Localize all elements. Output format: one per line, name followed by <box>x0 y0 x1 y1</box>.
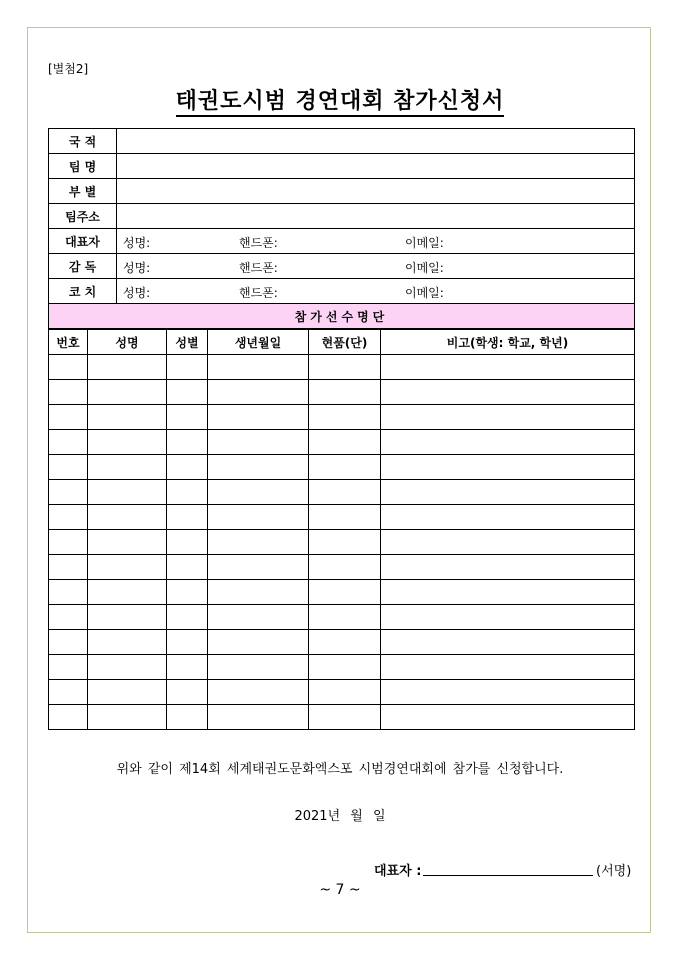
team-address-label: 팀주소 <box>49 204 117 229</box>
table-cell[interactable] <box>381 355 635 380</box>
nationality-field[interactable] <box>117 129 635 154</box>
table-cell[interactable] <box>381 605 635 630</box>
table-cell[interactable] <box>49 630 88 655</box>
table-cell[interactable] <box>49 655 88 680</box>
column-header-remarks: 비고(학생: 학교, 학년) <box>381 330 635 355</box>
table-cell[interactable] <box>49 455 88 480</box>
director-contact-field[interactable] <box>117 254 635 279</box>
table-cell[interactable] <box>381 480 635 505</box>
table-cell[interactable] <box>309 605 381 630</box>
table-cell[interactable] <box>381 680 635 705</box>
nationality-label: 국 적 <box>49 129 117 154</box>
table-cell[interactable] <box>381 655 635 680</box>
table-cell[interactable] <box>208 430 309 455</box>
table-cell[interactable] <box>381 580 635 605</box>
team-name-field[interactable] <box>117 154 635 179</box>
roster-section-header <box>49 304 635 329</box>
table-cell[interactable] <box>88 605 167 630</box>
table-cell[interactable] <box>208 380 309 405</box>
table-cell[interactable] <box>88 405 167 430</box>
table-row <box>49 530 635 555</box>
roster-table <box>48 329 635 730</box>
division-field[interactable] <box>117 179 635 204</box>
table-row <box>49 455 635 480</box>
table-cell[interactable] <box>309 430 381 455</box>
table-cell[interactable] <box>309 380 381 405</box>
table-cell[interactable] <box>208 655 309 680</box>
table-cell[interactable] <box>309 580 381 605</box>
table-cell[interactable] <box>88 555 167 580</box>
table-cell[interactable] <box>208 355 309 380</box>
contact-row-representative <box>49 229 635 254</box>
table-cell[interactable] <box>167 705 208 730</box>
table-cell[interactable] <box>49 580 88 605</box>
table-cell[interactable] <box>167 505 208 530</box>
column-header-rank: 현품(단) <box>309 330 381 355</box>
representative-contact-field[interactable] <box>117 229 635 254</box>
table-row <box>49 405 635 430</box>
table-cell[interactable] <box>309 355 381 380</box>
column-header-birthdate: 생년월일 <box>208 330 309 355</box>
table-cell[interactable] <box>208 680 309 705</box>
email-label: 이메일: <box>405 261 444 275</box>
date-line: 2021년 월 일 <box>294 809 386 824</box>
info-row-team-name <box>49 154 635 179</box>
table-cell[interactable] <box>208 555 309 580</box>
table-cell[interactable] <box>208 705 309 730</box>
director-label: 감 독 <box>49 254 117 279</box>
table-row <box>49 355 635 380</box>
table-cell[interactable] <box>88 530 167 555</box>
name-label: 성명: <box>123 286 151 300</box>
table-cell[interactable] <box>88 355 167 380</box>
table-cell[interactable] <box>167 405 208 430</box>
table-cell[interactable] <box>381 530 635 555</box>
table-cell[interactable] <box>49 605 88 630</box>
table-cell[interactable] <box>167 630 208 655</box>
table-row <box>49 705 635 730</box>
phone-label: 핸드폰: <box>239 286 278 300</box>
table-cell[interactable] <box>309 555 381 580</box>
table-cell[interactable] <box>167 555 208 580</box>
table-row <box>49 655 635 680</box>
roster-section-title: 참가선수명단 <box>49 304 635 329</box>
table-cell[interactable] <box>88 480 167 505</box>
table-cell[interactable] <box>381 455 635 480</box>
table-cell[interactable] <box>309 680 381 705</box>
representative-signature-label: 대표자 : <box>374 864 422 879</box>
table-cell[interactable] <box>309 530 381 555</box>
table-cell[interactable] <box>309 405 381 430</box>
table-cell[interactable] <box>49 480 88 505</box>
table-cell[interactable] <box>381 705 635 730</box>
info-table <box>48 128 635 329</box>
table-cell[interactable] <box>309 630 381 655</box>
table-cell[interactable] <box>309 480 381 505</box>
table-row <box>49 605 635 630</box>
table-cell[interactable] <box>167 530 208 555</box>
table-cell[interactable] <box>49 430 88 455</box>
table-cell[interactable] <box>49 505 88 530</box>
table-row <box>49 555 635 580</box>
table-cell[interactable] <box>88 430 167 455</box>
table-cell[interactable] <box>381 380 635 405</box>
table-cell[interactable] <box>49 355 88 380</box>
column-header-number: 번호 <box>49 330 88 355</box>
table-cell[interactable] <box>309 455 381 480</box>
declaration-text: 위와 같이 제14회 세계태권도문화엑스포 시범경연대회에 참가를 신청합니다. <box>116 762 564 777</box>
table-cell[interactable] <box>167 380 208 405</box>
coach-contact-field[interactable] <box>117 279 635 304</box>
column-header-gender: 성별 <box>167 330 208 355</box>
email-label: 이메일: <box>405 286 444 300</box>
team-name-label: 팀 명 <box>49 154 117 179</box>
table-cell[interactable] <box>208 455 309 480</box>
table-cell[interactable] <box>49 530 88 555</box>
table-cell[interactable] <box>309 655 381 680</box>
table-cell[interactable] <box>381 405 635 430</box>
table-cell[interactable] <box>88 655 167 680</box>
page-number: ~ 7 ~ <box>319 882 361 898</box>
table-cell[interactable] <box>88 455 167 480</box>
table-cell[interactable] <box>208 630 309 655</box>
form-title: 태권도시범 경연대회 참가신청서 <box>176 89 505 117</box>
coach-label: 코 치 <box>49 279 117 304</box>
table-cell[interactable] <box>208 405 309 430</box>
table-cell[interactable] <box>49 405 88 430</box>
contact-row-director <box>49 254 635 279</box>
table-cell[interactable] <box>309 505 381 530</box>
attachment-label: [별첨2] <box>48 62 89 76</box>
roster-body <box>49 355 635 730</box>
signature-line[interactable] <box>423 875 593 876</box>
table-cell[interactable] <box>88 505 167 530</box>
column-header-name: 성명 <box>88 330 167 355</box>
table-cell[interactable] <box>88 705 167 730</box>
team-address-field[interactable] <box>117 204 635 229</box>
table-cell[interactable] <box>208 605 309 630</box>
info-row-team-address <box>49 204 635 229</box>
info-row-division <box>49 179 635 204</box>
table-cell[interactable] <box>208 480 309 505</box>
table-cell[interactable] <box>167 655 208 680</box>
table-cell[interactable] <box>381 430 635 455</box>
table-cell[interactable] <box>49 555 88 580</box>
roster-header-row <box>49 330 635 355</box>
table-cell[interactable] <box>167 580 208 605</box>
info-row-nationality <box>49 129 635 154</box>
table-cell[interactable] <box>167 605 208 630</box>
table-cell[interactable] <box>88 680 167 705</box>
email-label: 이메일: <box>405 236 444 250</box>
table-cell[interactable] <box>167 680 208 705</box>
contact-row-coach <box>49 279 635 304</box>
division-label: 부 별 <box>49 179 117 204</box>
table-cell[interactable] <box>381 505 635 530</box>
name-label: 성명: <box>123 261 151 275</box>
table-row <box>49 630 635 655</box>
table-cell[interactable] <box>167 430 208 455</box>
table-cell[interactable] <box>49 680 88 705</box>
table-row <box>49 480 635 505</box>
name-label: 성명: <box>123 236 151 250</box>
table-row <box>49 430 635 455</box>
table-cell[interactable] <box>381 630 635 655</box>
table-row <box>49 680 635 705</box>
table-cell[interactable] <box>208 580 309 605</box>
table-cell[interactable] <box>167 480 208 505</box>
table-cell[interactable] <box>167 455 208 480</box>
signature-label: (서명) <box>596 864 632 879</box>
representative-label: 대표자 <box>49 229 117 254</box>
table-row <box>49 380 635 405</box>
table-cell[interactable] <box>88 630 167 655</box>
table-row <box>49 505 635 530</box>
table-cell[interactable] <box>88 380 167 405</box>
phone-label: 핸드폰: <box>239 261 278 275</box>
table-cell[interactable] <box>208 530 309 555</box>
table-cell[interactable] <box>49 380 88 405</box>
page-title <box>0 84 680 115</box>
table-cell[interactable] <box>208 505 309 530</box>
phone-label: 핸드폰: <box>239 236 278 250</box>
table-cell[interactable] <box>49 705 88 730</box>
table-cell[interactable] <box>167 355 208 380</box>
table-row <box>49 580 635 605</box>
table-cell[interactable] <box>381 555 635 580</box>
table-cell[interactable] <box>88 580 167 605</box>
table-cell[interactable] <box>309 705 381 730</box>
